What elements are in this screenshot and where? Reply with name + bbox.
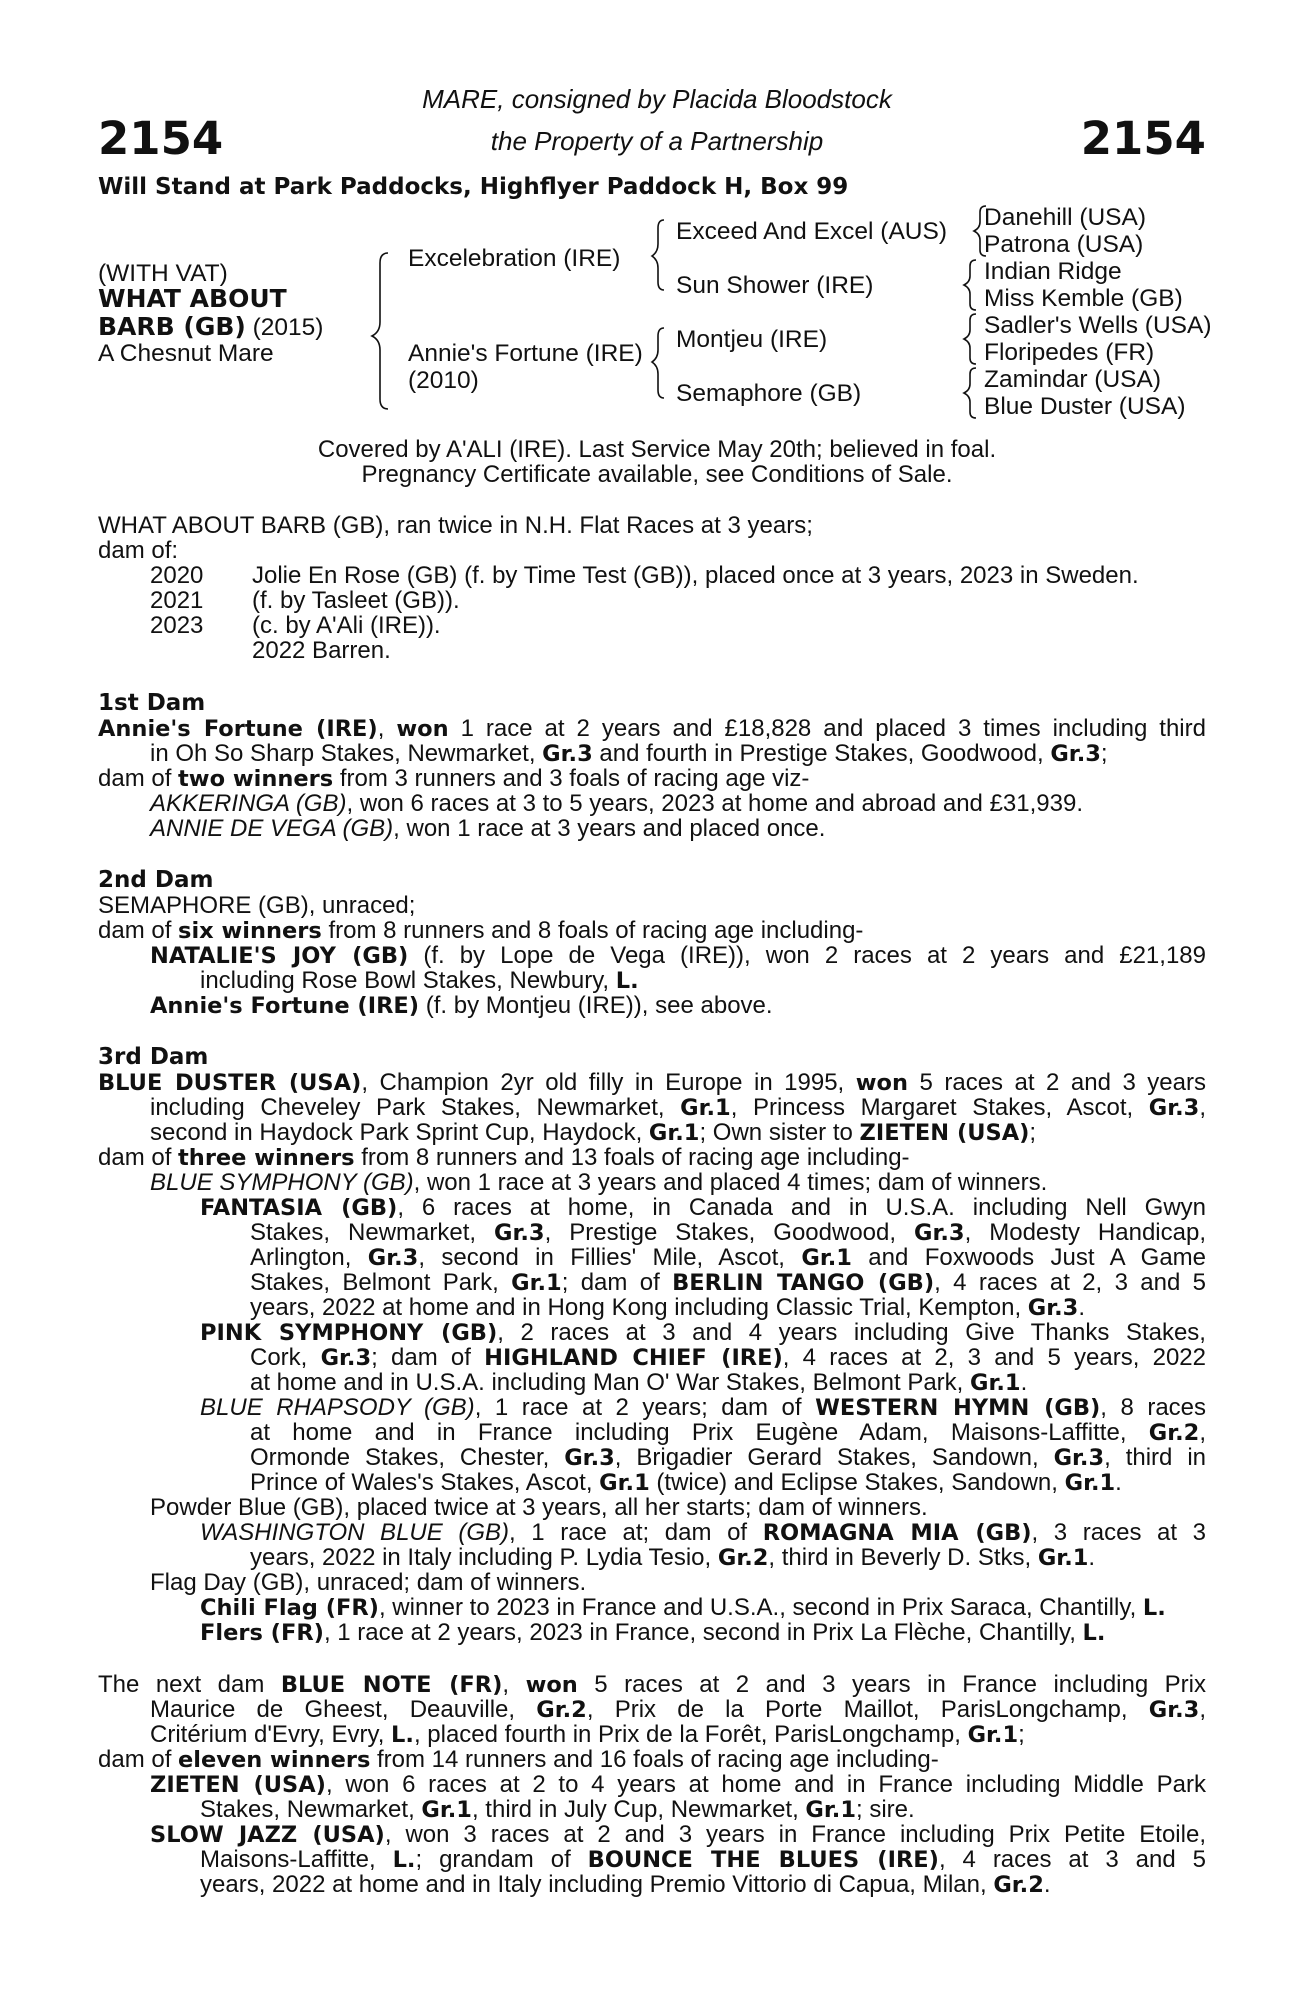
text-run: Gr.3 — [1050, 741, 1101, 767]
text-run: PINK SYMPHONY (GB) — [200, 1320, 498, 1346]
dam2-line-2 — [98, 917, 1206, 945]
dam3-line-23 — [200, 1619, 1206, 1647]
text-run: won — [855, 1070, 908, 1096]
covered-line-2: Pregnancy Certificate available, see Conditions of Sale. — [361, 461, 953, 488]
text-run: Gr.2 — [717, 1545, 769, 1571]
text-run: WESTERN HYMN (GB) — [815, 1395, 1101, 1421]
dam-dam-name: Semaphore (GB) — [676, 380, 862, 407]
text-run: Gr.3 — [1027, 1295, 1079, 1321]
text-run: Maisons-Laffitte, — [200, 1846, 393, 1873]
text-run: from 3 runners and 3 foals of racing age viz- — [333, 765, 810, 792]
dam3-line-7 — [250, 1219, 1206, 1247]
text-run: ANNIE DE VEGA (GB) — [150, 815, 394, 842]
text-run: , — [377, 715, 397, 742]
text-run: Gr.3 — [320, 1345, 372, 1371]
text-run: Stakes, Belmont Park, — [250, 1269, 512, 1296]
text-run: , — [1199, 1696, 1206, 1723]
text-run: , 1 race at; dam of — [509, 1519, 763, 1546]
text-run: Gr.3 — [494, 1220, 545, 1246]
text-run: eleven winners — [178, 1747, 371, 1773]
text-run: NATALIE'S JOY (GB) — [150, 943, 409, 969]
text-run: , won 1 race at 3 years and placed once. — [393, 815, 826, 842]
text-run: BLUE DUSTER (USA) — [98, 1070, 362, 1096]
dam2-line-4 — [200, 967, 1206, 995]
text-run: ; — [1018, 1721, 1025, 1748]
text-run: Gr.1 — [801, 1245, 852, 1271]
ancestor-7: Zamindar (USA) — [984, 366, 1161, 393]
dam3-line-12 — [250, 1344, 1206, 1372]
text-run: L. — [1082, 1620, 1106, 1646]
text-run: , 4 races at 2, 3 and 5 — [934, 1269, 1206, 1296]
text-run: BLUE SYMPHONY (GB) — [150, 1169, 414, 1196]
text-run: Prince of Wales's Stakes, Ascot, — [250, 1469, 600, 1496]
text-run: L. — [615, 968, 639, 994]
nextdam-line-6 — [200, 1796, 1206, 1824]
brace-dam — [652, 328, 664, 398]
text-run: Gr.1 — [421, 1797, 472, 1823]
produce-text: 2022 Barren. — [252, 637, 391, 664]
dam3-line-4 — [98, 1144, 1206, 1172]
ancestor-2: Patrona (USA) — [984, 231, 1144, 258]
brace-sire — [652, 220, 664, 290]
text-run: dam of — [98, 1144, 179, 1171]
text-run: Critérium d'Evry, Evry, — [150, 1721, 392, 1748]
text-run: ZIETEN (USA) — [150, 1772, 326, 1798]
dam-sire-name: Montjeu (IRE) — [676, 326, 828, 353]
dam-year: (2010) — [408, 367, 479, 394]
text-run: Gr.3 — [564, 1445, 615, 1471]
text-run: , Champion 2yr old filly in Europe in 1995, — [361, 1069, 856, 1096]
text-run: . — [1020, 1369, 1028, 1396]
text-run: , winner to 2023 in France and U.S.A., second in Prix Saraca, Chantilly, — [378, 1594, 1143, 1621]
text-run: , second in Fillies' Mile, Ascot, — [418, 1244, 802, 1271]
text-run: . — [1078, 1294, 1086, 1321]
text-run: , third in — [1104, 1444, 1206, 1471]
dam3-line-20 — [250, 1544, 1206, 1572]
text-run: ; — [1029, 1119, 1037, 1146]
text-run: Gr.1 — [680, 1095, 731, 1121]
produce-text: (c. by A'Ali (IRE)). — [252, 612, 441, 639]
dam3-line-2 — [150, 1094, 1206, 1122]
text-run: Gr.3 — [367, 1245, 419, 1271]
brace-g-2 — [964, 260, 976, 310]
text-run: at home and in U.S.A. including Man O' War Stakes, Belmont Park, — [250, 1369, 971, 1396]
text-run: . — [1088, 1544, 1096, 1571]
dam2-heading: 2nd Dam — [98, 867, 214, 893]
text-run: ; dam of — [561, 1269, 673, 1296]
text-run: , third in July Cup, Newmarket, — [471, 1796, 806, 1823]
dam3-line-19 — [200, 1519, 1206, 1547]
dam3-line-5 — [150, 1169, 1206, 1197]
text-run: FANTASIA (GB) — [200, 1195, 398, 1221]
nextdam-line-9 — [200, 1871, 1206, 1899]
text-run: , Prix de la Porte Maillot, ParisLongchamp, — [586, 1696, 1149, 1723]
text-run: and fourth in Prestige Stakes, Goodwood, — [592, 740, 1051, 767]
nextdam-line-2 — [150, 1696, 1206, 1724]
vat-note: (WITH VAT) — [98, 260, 228, 287]
text-run: , 1 race at 2 years, 2023 in France, second in Prix La Flèche, Chantilly, — [323, 1619, 1083, 1646]
ancestor-8: Blue Duster (USA) — [984, 393, 1186, 420]
dam1-line-2 — [150, 740, 1206, 768]
text-run: , Princess Margaret Stakes, Ascot, — [730, 1094, 1149, 1121]
text-run: BOUNCE THE BLUES (IRE) — [587, 1847, 939, 1873]
text-run: 5 races at 2 and 3 years — [908, 1069, 1206, 1096]
text-run: ; dam of — [371, 1344, 485, 1371]
text-run: Ormonde Stakes, Chester, — [250, 1444, 565, 1471]
text-run: won — [396, 716, 449, 742]
text-run: in Oh So Sharp Stakes, Newmarket, — [150, 740, 543, 767]
text-run: The next dam — [98, 1671, 281, 1698]
text-run: six winners — [178, 918, 322, 944]
text-run: L. — [1142, 1595, 1166, 1621]
brace-main — [372, 253, 388, 409]
text-run: ; Own sister to — [699, 1119, 860, 1146]
produce-dam-of: dam of: — [98, 537, 179, 564]
dam3-line-13 — [250, 1369, 1206, 1397]
dam2-line-5 — [150, 992, 1206, 1020]
text-run: Arlington, — [250, 1244, 368, 1271]
brace-g-3 — [964, 314, 976, 364]
text-run: , Brigadier Gerard Stakes, Sandown, — [614, 1444, 1054, 1471]
horse-year: (2015) — [245, 314, 324, 341]
text-run: (f. by Montjeu (IRE)), see above. — [419, 992, 773, 1019]
text-run: Gr.3 — [1148, 1697, 1200, 1723]
dam1-line-1 — [98, 715, 1206, 743]
text-run: dam of — [98, 1746, 179, 1773]
dam3-line-6 — [200, 1194, 1206, 1222]
text-run: BLUE NOTE (FR) — [280, 1672, 503, 1698]
dam3-line-1 — [98, 1069, 1206, 1097]
dam3-line-8 — [250, 1244, 1206, 1272]
sire-name: Excelebration (IRE) — [408, 245, 621, 272]
stand-location: Will Stand at Park Paddocks, Highflyer Paddock H, Box 99 — [98, 174, 849, 200]
text-run: . — [1115, 1469, 1122, 1496]
text-run: Gr.1 — [970, 1370, 1021, 1396]
text-run: , — [1199, 1419, 1206, 1446]
text-run: , 8 races — [1100, 1394, 1207, 1421]
text-run: HIGHLAND CHIEF (IRE) — [484, 1345, 783, 1371]
text-run: ; sire. — [855, 1796, 915, 1823]
lot-number-left: 2154 — [98, 112, 224, 165]
text-run: , 4 races at 3 and 5 — [938, 1846, 1206, 1873]
text-run: L. — [391, 1722, 414, 1748]
text-run: and Foxwoods Just A Game — [851, 1244, 1207, 1271]
text-run: Gr.1 — [648, 1120, 700, 1146]
produce-intro: WHAT ABOUT BARB (GB), ran twice in N.H. Flat Races at 3 years; — [98, 512, 813, 539]
text-run: Maurice de Gheest, Deauville, — [150, 1696, 537, 1723]
dam3-line-11 — [200, 1319, 1206, 1347]
text-run: , third in Beverly D. Stks, — [768, 1544, 1038, 1571]
ancestor-5: Sadler's Wells (USA) — [984, 312, 1212, 339]
text-run: Stakes, Newmarket, — [250, 1219, 495, 1246]
text-run: , — [1199, 1094, 1207, 1121]
text-run: Gr.1 — [599, 1470, 650, 1496]
dam3-line-10 — [250, 1294, 1206, 1322]
covered-line-1: Covered by A'ALI (IRE). Last Service May 20th; believed in foal. — [317, 436, 997, 463]
text-run: Stakes, Newmarket, — [200, 1796, 422, 1823]
produce-list — [150, 562, 1206, 666]
text-run: , Modesty Handicap, — [964, 1219, 1206, 1246]
nextdam-line-8 — [200, 1846, 1206, 1874]
dam1-line-5 — [150, 815, 1206, 843]
dam3-line-21: Flag Day (GB), unraced; dam of winners. — [150, 1569, 587, 1596]
text-run: L. — [392, 1847, 416, 1873]
text-run: from 8 runners and 8 foals of racing age including- — [321, 917, 864, 944]
text-run: , Prestige Stakes, Goodwood, — [544, 1219, 915, 1246]
nextdam-line-4 — [98, 1746, 1206, 1774]
text-run: Gr.2 — [993, 1872, 1044, 1898]
text-run: dam of — [98, 765, 179, 792]
text-run: , placed fourth in Prix de la Forêt, ParisLongchamp, — [413, 1721, 968, 1748]
horse-name-line-1: WHAT ABOUT — [98, 284, 287, 313]
text-run: Gr.3 — [1053, 1445, 1105, 1471]
dam3-line-15 — [250, 1419, 1206, 1447]
ancestor-4: Miss Kemble (GB) — [984, 285, 1183, 312]
ancestor-1: Danehill (USA) — [984, 204, 1147, 231]
text-run: won — [525, 1672, 578, 1698]
produce-text: (f. by Tasleet (GB)). — [252, 587, 460, 614]
dam-name: Annie's Fortune (IRE) — [408, 340, 643, 367]
text-run: three winners — [178, 1145, 355, 1171]
dam1-heading: 1st Dam — [98, 690, 206, 716]
text-run: 5 races at 2 and 3 years in France including Prix — [577, 1671, 1207, 1698]
text-run: Gr.1 — [967, 1722, 1019, 1748]
text-run: from 8 runners and 13 foals of racing age including- — [354, 1144, 910, 1171]
dam1-line-3 — [98, 765, 1206, 793]
dam3-heading: 3rd Dam — [98, 1044, 209, 1070]
text-run: , won 3 races at 2 and 3 years in France including Prix Petite Etoile, — [384, 1821, 1206, 1848]
text-run: SLOW JAZZ (USA) — [150, 1822, 385, 1848]
text-run: (twice) and Eclipse Stakes, Sandown, — [649, 1469, 1065, 1496]
consignment-line-1: MARE, consigned by Placida Bloodstock — [422, 84, 892, 114]
text-run: , — [502, 1671, 526, 1698]
text-run: at home and in France including Prix Eugène Adam, Maisons-Laffitte, — [250, 1419, 1149, 1446]
text-run: ROMAGNA MIA (GB) — [762, 1520, 1032, 1546]
text-run: Annie's Fortune (IRE) — [150, 993, 420, 1019]
text-run: Chili Flag (FR) — [200, 1595, 379, 1621]
text-run: ZIETEN (USA) — [859, 1120, 1030, 1146]
text-run: AKKERINGA (GB) — [150, 790, 347, 817]
nextdam-line-1 — [98, 1671, 1206, 1699]
dam3-line-18: Powder Blue (GB), placed twice at 3 years, all her starts; dam of winners. — [150, 1494, 928, 1521]
text-run: , 3 races at 3 — [1031, 1519, 1206, 1546]
text-run: , won 6 races at 3 to 5 years, 2023 at home and abroad and £31,939. — [346, 790, 1083, 817]
dam3-line-17 — [250, 1469, 1206, 1497]
dam1-line-4 — [150, 790, 1206, 818]
dam3-line-3 — [150, 1119, 1206, 1147]
text-run: years, 2022 at home and in Italy including Premio Vittorio di Capua, Milan, — [200, 1871, 994, 1898]
produce-year: 2023 — [150, 612, 204, 639]
text-run: Gr.1 — [1037, 1545, 1089, 1571]
dam2-line-1: SEMAPHORE (GB), unraced; — [98, 892, 416, 919]
text-run: from 14 runners and 16 foals of racing age including- — [370, 1746, 939, 1773]
text-run: Gr.2 — [536, 1697, 587, 1723]
text-run: . — [1043, 1871, 1051, 1898]
dam3-line-22 — [200, 1594, 1206, 1622]
produce-year: 2020 — [150, 562, 204, 589]
ancestor-3: Indian Ridge — [984, 258, 1122, 285]
text-run: years, 2022 in Italy including P. Lydia Tesio, — [250, 1544, 718, 1571]
text-run: Flers (FR) — [200, 1620, 324, 1646]
lot-number-right: 2154 — [1080, 112, 1206, 165]
dam3-line-14 — [200, 1394, 1206, 1422]
text-run: Gr.1 — [805, 1797, 856, 1823]
text-run: Gr.1 — [511, 1270, 562, 1296]
text-run: Gr.1 — [1064, 1470, 1116, 1496]
text-run: , 1 race at 2 years; dam of — [474, 1394, 816, 1421]
text-run: Gr.3 — [914, 1220, 965, 1246]
horse-description: A Chesnut Mare — [98, 340, 274, 367]
produce-text: Jolie En Rose (GB) (f. by Time Test (GB)), placed once at 3 years, 2023 in Sweden. — [252, 562, 1139, 589]
text-run: (f. by Lope de Vega (IRE)), won 2 races at 2 years and £21,189 — [408, 942, 1206, 969]
text-run: ; grandam of — [415, 1846, 588, 1873]
brace-g-4 — [964, 368, 976, 418]
sire-dam-name: Sun Shower (IRE) — [676, 272, 874, 299]
text-run: Gr.3 — [542, 741, 593, 767]
text-run: dam of — [98, 917, 179, 944]
dam2-line-3 — [150, 942, 1206, 970]
sire-sire-name: Exceed And Excel (AUS) — [676, 218, 947, 245]
text-run: , won 1 race at 3 years and placed 4 times; dam of winners. — [413, 1169, 1048, 1196]
text-run: , won 6 races at 2 to 4 years at home and in France including Middle Park — [325, 1771, 1206, 1798]
text-run: BLUE RHAPSODY (GB) — [200, 1394, 475, 1421]
horse-name-bold: BARB (GB) — [98, 312, 246, 341]
text-run: two winners — [178, 766, 334, 792]
text-run: , 4 races at 2, 3 and 5 years, 2022 — [782, 1344, 1207, 1371]
text-run: 1 race at 2 years and £18,828 and placed 3 times including third — [448, 715, 1206, 742]
text-run: BERLIN TANGO (GB) — [672, 1270, 935, 1296]
text-run: including Cheveley Park Stakes, Newmarket, — [150, 1094, 681, 1121]
dam1-name: Annie's Fortune (IRE) — [98, 716, 378, 742]
text-run: including Rose Bowl Stakes, Newbury, — [200, 967, 616, 994]
dam3-line-16 — [250, 1444, 1206, 1472]
nextdam-line-7 — [150, 1821, 1206, 1849]
text-run: years, 2022 at home and in Hong Kong including Classic Trial, Kempton, — [250, 1294, 1028, 1321]
text-run: second in Haydock Park Sprint Cup, Haydock, — [150, 1119, 649, 1146]
text-run: Gr.2 — [1148, 1420, 1200, 1446]
nextdam-line-3 — [150, 1721, 1206, 1749]
text-run: Cork, — [250, 1344, 321, 1371]
text-run: , 2 races at 3 and 4 years including Give Thanks Stakes, — [497, 1319, 1206, 1346]
text-run: , 6 races at home, in Canada and in U.S.A. including Nell Gwyn — [397, 1194, 1206, 1221]
nextdam-line-5 — [150, 1771, 1206, 1799]
dam3-line-9 — [250, 1269, 1206, 1297]
ancestor-6: Floripedes (FR) — [984, 339, 1155, 366]
produce-year: 2021 — [150, 587, 204, 614]
text-run: WASHINGTON BLUE (GB) — [200, 1519, 510, 1546]
consignment-line-2: the Property of a Partnership — [490, 126, 824, 156]
text-run: Gr.3 — [1148, 1095, 1200, 1121]
text-run: ; — [1100, 740, 1108, 767]
